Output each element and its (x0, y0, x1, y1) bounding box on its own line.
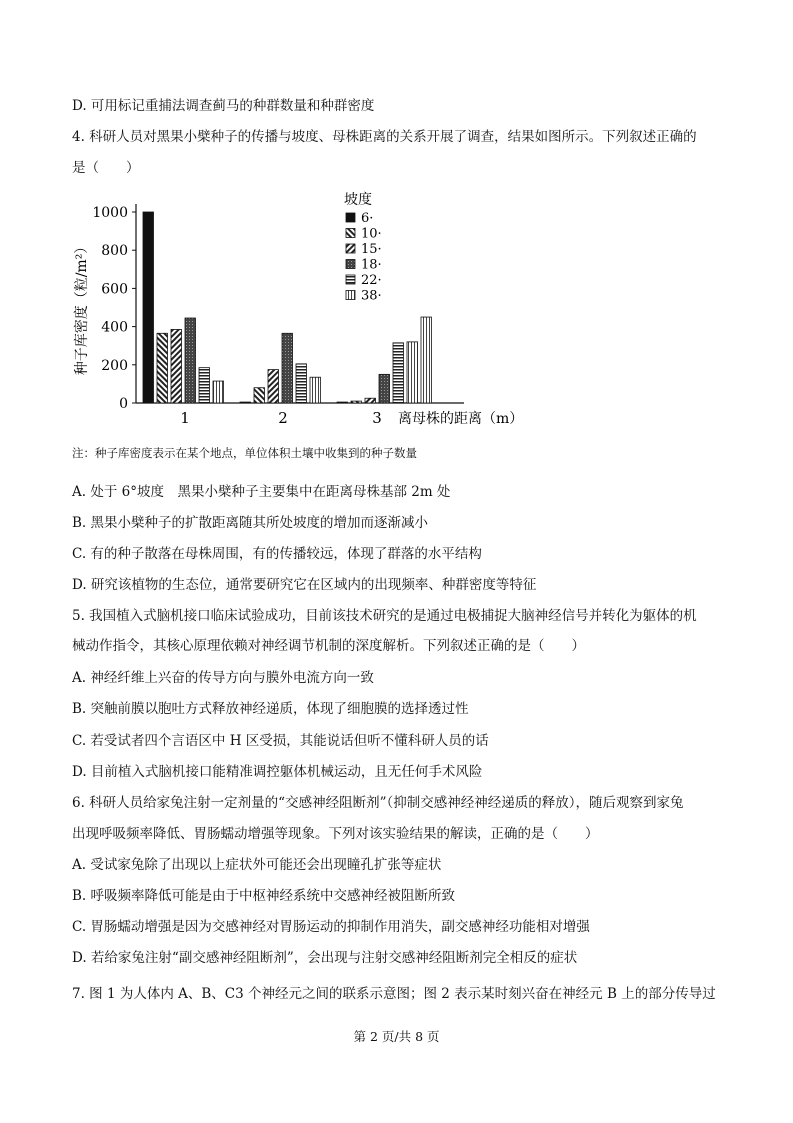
bar (407, 342, 418, 403)
legend-label: 6· (361, 211, 374, 226)
legend-swatch (346, 244, 355, 253)
bar (240, 402, 251, 403)
bar (393, 343, 404, 403)
bar (185, 318, 196, 403)
line-q5-stem-2: 械动作指令，其核心原理依赖对神经调节机制的深度解析。下列叙述正确的是（ ） (72, 638, 585, 654)
legend-swatch (346, 291, 355, 300)
bar (143, 212, 154, 403)
bar (254, 388, 265, 403)
legend-swatch (346, 260, 355, 269)
y-tick-label: 400 (101, 319, 128, 336)
y-tick-label: 0 (119, 396, 128, 412)
bar (213, 381, 224, 403)
y-tick-label: 1000 (92, 205, 128, 221)
legend-swatch (346, 229, 355, 238)
x-tick-label: 2 (278, 409, 288, 427)
line-q5-stem-1: 5. 我国植入式脑机接口临床试验成功，目前该技术研究的是通过电极捕捉大脑神经信号并转化为躯体的机 (72, 608, 697, 624)
x-axis-label: 离母株的距离（m） (398, 411, 524, 427)
legend-swatch (346, 213, 355, 222)
x-tick-label: 3 (372, 409, 382, 427)
bar (171, 329, 182, 403)
y-tick-label: 800 (101, 243, 128, 260)
legend-label: 38· (361, 288, 382, 304)
line-q4-stem-1: 4. 科研人员对黑果小檗种子的传播与坡度、母株距离的关系开展了调查，结果如图所示。下列叙述正确的 (72, 129, 697, 145)
line-q5-d: D. 目前植入式脑机接口能精准调控躯体机械运动，且无任何手术风险 (72, 764, 483, 780)
legend-label: 18· (361, 257, 382, 273)
y-tick-label: 600 (101, 281, 128, 298)
chart-note: 注：种子库密度表示在某个地点，单位体积土壤中收集到的种子数量 (72, 446, 417, 460)
line-q6-d: D. 若给家兔注射“副交感神经阻断剂”，会出现与注射交感神经阻断剂完全相反的症状 (72, 950, 578, 966)
line-q5-c: C. 若受试者四个言语区中 H 区受损，其能说话但听不懂科研人员的话 (72, 733, 489, 749)
line-q4-stem-2: 是（ ） (72, 160, 140, 176)
line-q6-stem-2: 出现呼吸频率降低、胃肠蠕动增强等现象。下列对该实验结果的解读，正确的是（ ） (72, 826, 599, 842)
bar (282, 333, 293, 403)
page-footer: 第 2 页/共 8 页 (353, 1029, 440, 1044)
y-tick-label: 200 (101, 357, 128, 374)
bar (337, 402, 348, 403)
legend-title: 坡度 (344, 192, 372, 208)
line-q7-stem-1: 7. 图 1 为人体内 A、B、C3 个神经元之间的联系示意图；图 2 表示某时刻兴奋在神经元 B 上的部分传导过 (72, 986, 716, 1002)
bar (199, 368, 210, 403)
x-tick-label: 1 (180, 409, 190, 427)
bar (296, 364, 307, 403)
line-q6-a: A. 受试家兔除了出现以上症状外可能还会出现瞳孔扩张等症状 (72, 857, 442, 873)
line-q4-a: A. 处于 6°坡度 黑果小檗种子主要集中在距离母株基部 2m 处 (72, 484, 451, 500)
line-q6-b: B. 呼吸频率降低可能是由于中枢神经系统中交感神经被阻断所致 (72, 888, 456, 904)
bar (421, 317, 432, 403)
legend-label: 15· (361, 242, 382, 257)
bar (351, 401, 362, 403)
line-q4-d: D. 研究该植物的生态位，通常要研究它在区域内的出现频率、种群密度等特征 (72, 577, 537, 593)
line-q5-b: B. 突触前膜以胞吐方式释放神经递质，体现了细胞膜的选择透过性 (72, 701, 469, 717)
bar (268, 370, 279, 403)
bar (365, 398, 376, 403)
bar (310, 377, 321, 403)
legend-label: 22· (361, 273, 382, 288)
legend-swatch (346, 275, 355, 284)
line-q6-c: C. 胃肠蠕动增强是因为交感神经对胃肠运动的抑制作用消失，副交感神经功能相对增强 (72, 919, 590, 935)
line-q3-d: D. 可用标记重捕法调查蓟马的种群数量和种群密度 (72, 98, 375, 114)
line-q4-c: C. 有的种子散落在母株周围，有的传播较远，体现了群落的水平结构 (72, 546, 482, 562)
legend-label: 10· (361, 226, 382, 242)
y-axis-label: 种子库密度（粒/m²） (74, 239, 90, 376)
seed-density-chart (72, 186, 542, 434)
bar (379, 374, 390, 403)
line-q4-b: B. 黑果小檗种子的扩散距离随其所处坡度的增加而逐渐减小 (72, 515, 429, 531)
line-q5-a: A. 神经纤维上兴奋的传导方向与膜外电流方向一致 (72, 670, 374, 686)
line-q6-stem-1: 6. 科研人员给家兔注射一定剂量的“交感神经阻断剂”（抑制交感神经神经递质的释放），随后观察到家兔 (72, 795, 684, 811)
bar (157, 333, 168, 403)
